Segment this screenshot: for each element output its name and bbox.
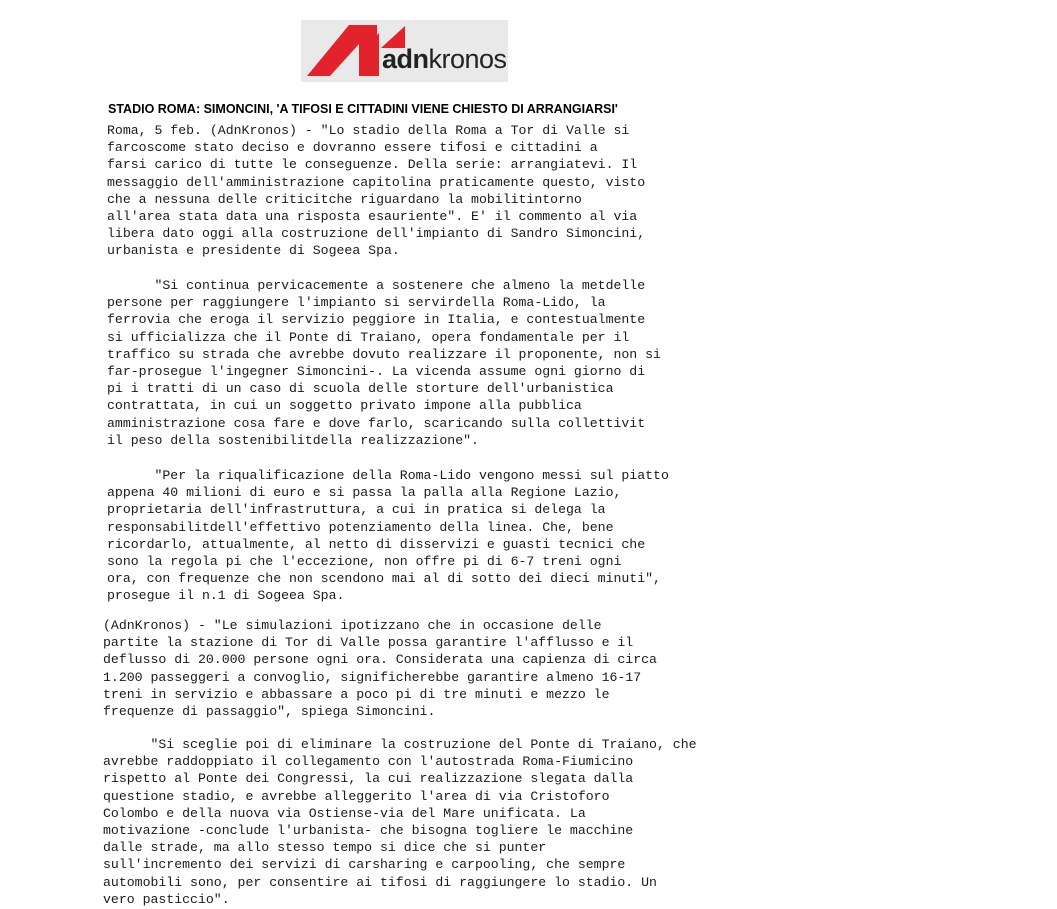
article-paragraph: (AdnKronos) - "Le simulazioni ipotizzano che in occasione delle partite la stazione di Tor di Valle possa garantire l'afflusso e il deflusso di 20.000 persone ogni ora. Considerata una capienza di circa 1.200 passeggeri a convoglio, significherebbe garantire almeno 16-17 treni in servizio e abbassare a poco pi di tre minuti e mezzo le frequenze di passaggio", spiega Simoncini.	[103, 618, 657, 720]
logo-wordmark-light: kronos	[428, 44, 507, 74]
article-paragraph: "Si sceglie poi di eliminare la costruzione del Ponte di Traiano, che avrebbe raddoppiato il collegamento con l'autostrada Roma-Fiumicino rispetto al Ponte dei Congressi, la cui realizzazione slegata dalla questione stadio, e avrebbe alleggerito l'area di via Cristoforo Colombo e della nuova via Ostiense-via del Mare unificata. La motivazione -conclude l'urbanista- che bisogna togliere le macchine dalle strade, ma allo stesso tempo si dice che si punter sull'incremento dei servizi di carsharing e carpooling, che sempre automobili sono, per consentire ai tifosi di raggiungere lo stadio. Un vero pasticcio".	[103, 737, 697, 907]
article-headline: STADIO ROMA: SIMONCINI, 'A TIFOSI E CITTADINI VIENE CHIESTO DI ARRANGIARSI'	[108, 102, 618, 116]
article-paragraph: Roma, 5 feb. (AdnKronos) - "Lo stadio della Roma a Tor di Valle si farcoscome stato deciso e dovranno essere tifosi e cittadini a farsi carico di tutte le conseguenze. Della serie: arrangiatevi. Il messaggio dell'amministrazione capitolina praticamente questo, visto che a nessuna delle criticitche riguardano la mobilitintorno all'area stata data una risposta esauriente". E' il commento al via libera dato oggi alla costruzione dell'impianto di Sandro Simoncini, urbanista e presidente di Sogeea Spa.	[107, 123, 646, 259]
logo-wordmark-bold: adn	[382, 44, 429, 74]
logo-wordmark	[382, 44, 507, 74]
article-paragraph: "Per la riqualificazione della Roma-Lido vengono messi sul piatto appena 40 milioni di euro e si passa la palla alla Regione Lazio, proprietaria dell'infrastruttura, a cui in pratica si delega la responsabilitdell'effettivo potenziamento della linea. Che, bene ricordarlo, attualmente, al netto di disservizi e guasti tecnici che sono la regola pi che l'eccezione, non offre pi di 6-7 treni ogni ora, con frequenze che non scendono mai al di sotto dei dieci minuti", prosegue il n.1 di Sogeea Spa.	[107, 468, 669, 604]
adnkronos-logo	[301, 20, 508, 82]
article-paragraph: "Si continua pervicacemente a sostenere che almeno la metdelle persone per raggiungere l'impianto si servirdella Roma-Lido, la ferrovia che eroga il servizio peggiore in Italia, e contestualmente si ufficializza che il Ponte di Traiano, opera fondamentale per il traffico su strada che avrebbe dovuto realizzare il proponente, non si far-prosegue l'ingegner Simoncini-. La vicenda assume ogni giorno di pi i tratti di un caso di scuola delle storture dell'urbanistica contrattata, in cui un soggetto privato impone alla pubblica amministrazione cosa fare e dove farlo, scaricando sulla collettivit il peso della sostenibilitdella realizzazione".	[107, 278, 661, 448]
